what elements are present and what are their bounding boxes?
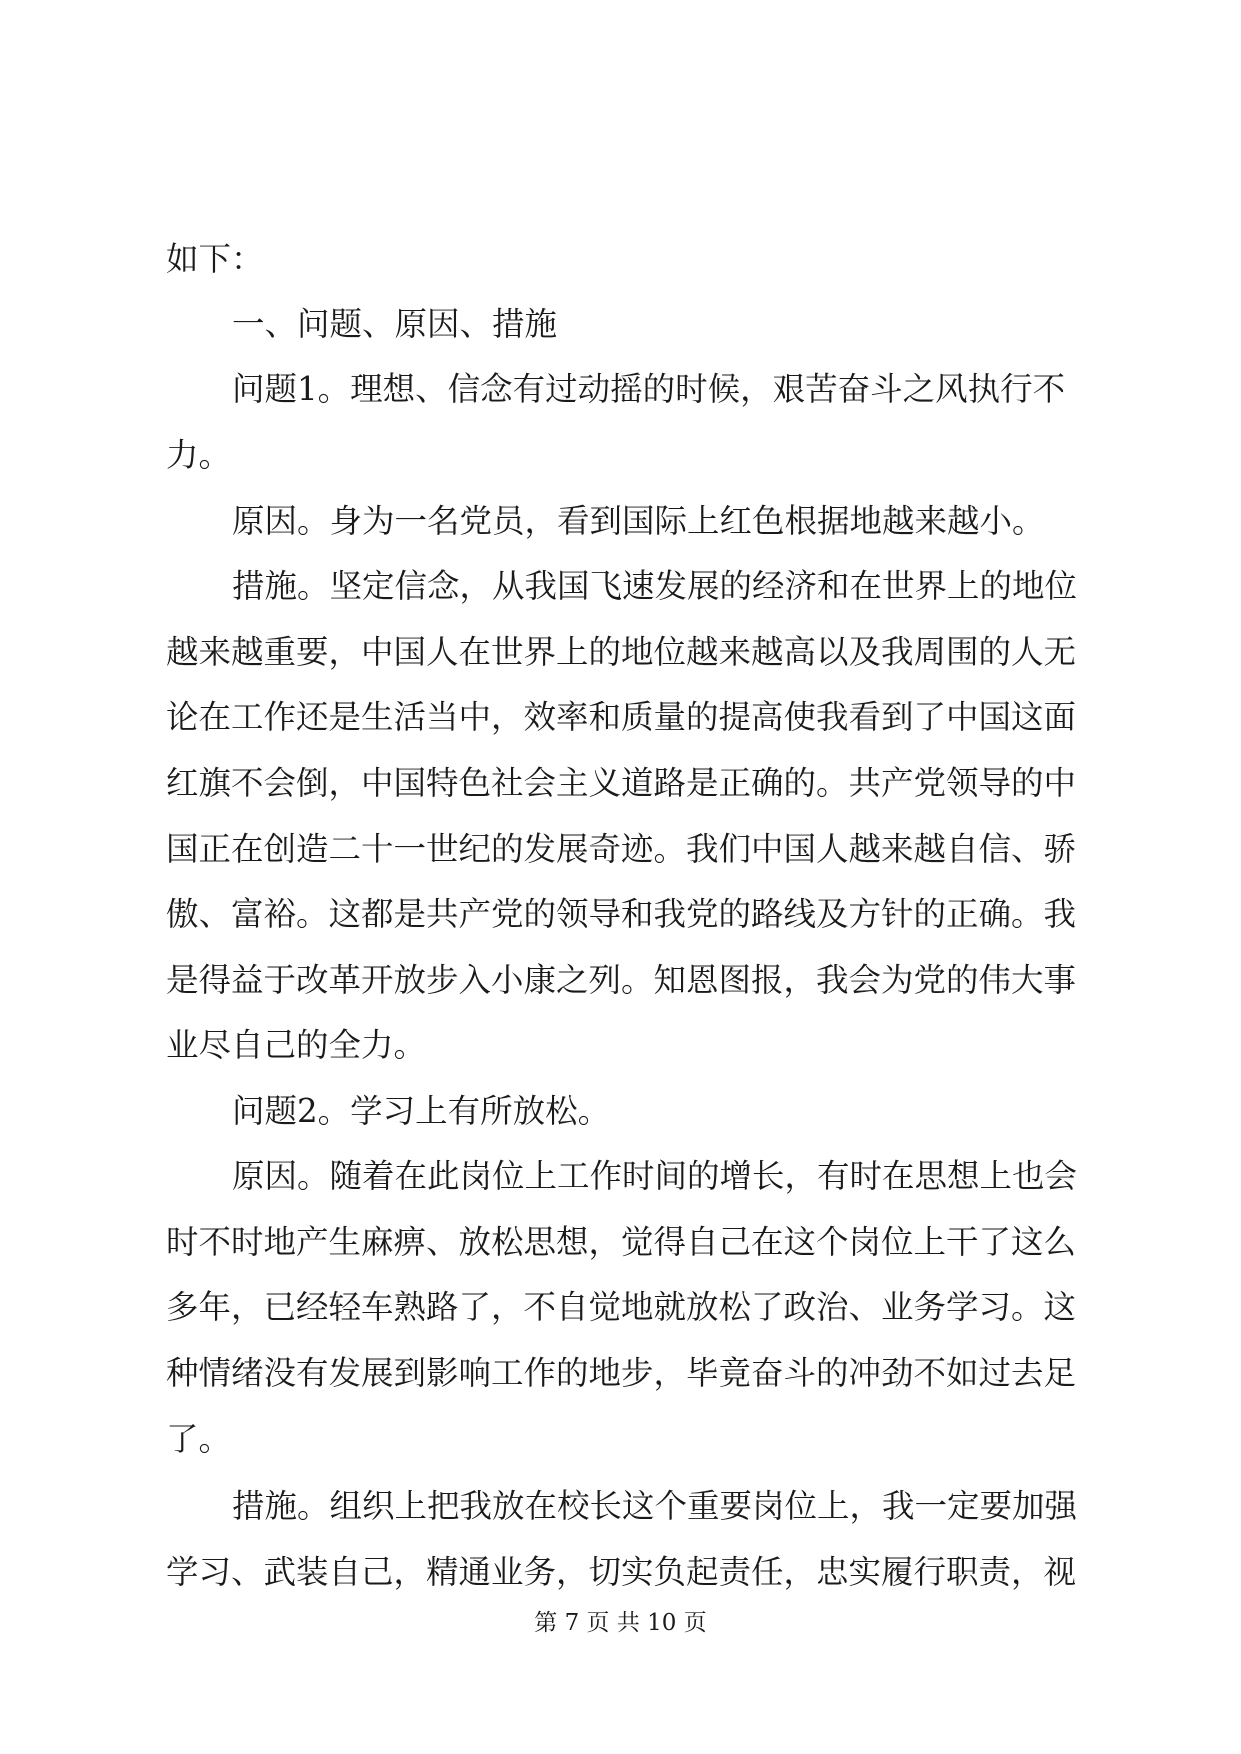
page-number-footer: 第 7 页 共 10 页 — [534, 1610, 707, 1636]
text-line: 国正在创造二十一世纪的发展奇迹。我们中国人越来越自信、骄 — [166, 830, 1077, 868]
text-line: 论在工作还是生活当中，效率和质量的提高使我看到了中国这面 — [166, 698, 1077, 736]
text-line: 原因。身为一名党员，看到国际上红色根据地越来越小。 — [232, 502, 1045, 540]
text-line: 学习、武装自己，精通业务，切实负起责任，忠实履行职责，视 — [166, 1553, 1077, 1591]
text-line: 越来越重要，中国人在世界上的地位越来越高以及我周围的人无 — [166, 633, 1077, 671]
text-line: 是得益于改革开放步入小康之列。知恩图报，我会为党的伟大事 — [166, 961, 1077, 999]
text-line: 措施。坚定信念，从我国飞速发展的经济和在世界上的地位 — [232, 567, 1078, 605]
text-line: 红旗不会倒，中国特色社会主义道路是正确的。共产党领导的中 — [166, 764, 1077, 802]
text-line: 如下： — [166, 240, 264, 278]
text-line: 时不时地产生麻痹、放松思想，觉得自己在这个岗位上干了这么 — [166, 1223, 1077, 1261]
section-heading: 一、问题、原因、措施 — [232, 305, 558, 343]
text-line: 多年，已经轻车熟路了，不自觉地就放松了政治、业务学习。这 — [166, 1288, 1077, 1326]
text-line: 原因。随着在此岗位上工作时间的增长，有时在思想上也会 — [232, 1157, 1078, 1195]
text-line: 业尽自己的全力。 — [166, 1026, 427, 1064]
text-line: 问题1。理想、信念有过动摇的时候，艰苦奋斗之风执行不 — [232, 370, 1066, 408]
text-line: 措施。组织上把我放在校长这个重要岗位上，我一定要加强 — [232, 1487, 1078, 1525]
text-line: 傲、富裕。这都是共产党的领导和我党的路线及方针的正确。我 — [166, 895, 1077, 933]
text-line: 问题2。学习上有所放松。 — [232, 1092, 611, 1130]
text-line: 力。 — [166, 436, 232, 474]
text-line: 种情绪没有发展到影响工作的地步，毕竟奋斗的冲劲不如过去足 — [166, 1354, 1077, 1392]
text-line: 了。 — [166, 1420, 232, 1458]
